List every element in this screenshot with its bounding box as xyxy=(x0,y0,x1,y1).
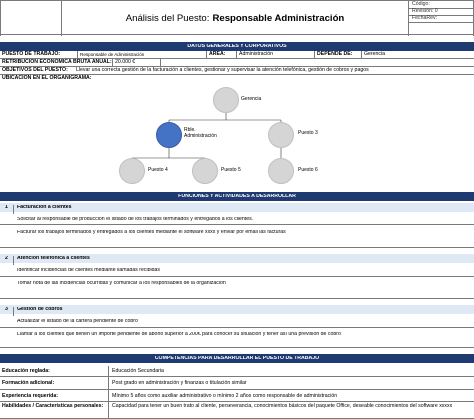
competencia-label: Experiencia requerida: xyxy=(0,390,109,402)
area-value: Administración xyxy=(237,51,315,59)
depende-value: Gerencia xyxy=(364,51,386,58)
node-responsable-label-2: Administración xyxy=(184,133,217,139)
title-position: Responsable Administración xyxy=(212,13,345,24)
function-item-text: Tomar nota de las incidencias ocurridas y comunicar a los responsables de la organización xyxy=(17,281,226,286)
competencia-label: Formación adicional: xyxy=(0,377,109,390)
node-responsable-administracion xyxy=(156,122,182,148)
org-chart xyxy=(0,83,474,188)
function-item-text: Identificar incidencias de clientes mediante llamadas recibidas xyxy=(17,268,161,273)
section-title: COMPETENCIAS PARA DESARROLLAR EL PUESTO DE TRABAJO xyxy=(154,355,320,361)
section-title: FUNCIONES Y ACTIVIDADES A DESARROLLAR xyxy=(178,193,296,199)
node-puesto-5-label: Puesto 5 xyxy=(221,167,241,173)
logo-area xyxy=(0,1,62,36)
function-item xyxy=(0,212,474,225)
ubicacion-row xyxy=(0,75,474,83)
node-puesto-4 xyxy=(119,158,145,184)
node-gerencia xyxy=(213,87,239,113)
codigo-label: Código: xyxy=(412,1,430,7)
competencia-row xyxy=(0,377,474,390)
section-funciones xyxy=(0,192,474,201)
function-item xyxy=(0,263,474,277)
section-title: DATOS GENERALES Y CORPORATIVOS xyxy=(187,43,287,49)
revision-box xyxy=(408,1,474,36)
function-group-header xyxy=(0,254,474,263)
competencia-row xyxy=(0,390,474,402)
function-item-text: Facturar los trabajos terminados y entregados a los clientes mediante el software xxxx y enviar por email las facturas xyxy=(17,230,286,235)
objetivos-label: OBJETIVOS DEL PUESTO: xyxy=(2,67,68,73)
objetivos-row xyxy=(0,67,474,75)
page-title xyxy=(62,1,408,36)
puesto-label: PUESTO DE TRABAJO: xyxy=(0,51,78,59)
node-gerencia-label: Gerencia xyxy=(241,96,262,102)
function-item xyxy=(0,314,474,328)
function-item-text: Llamar a los clientes que tienen un importe pendiente de abono superior a 200€ para conocer su situación y tener así una previsión de cobro xyxy=(17,332,341,337)
node-puesto-6-label: Puesto 6 xyxy=(298,167,318,173)
competencia-row xyxy=(0,402,474,419)
section-datos-generales xyxy=(0,42,474,51)
ubicacion-label: UBICACIÓN EN EL ORGANIGRAMA: xyxy=(2,75,92,81)
function-group-title: Gestión de cobros xyxy=(17,306,63,312)
competencia-value: Educación Secundaria xyxy=(112,368,164,374)
function-group-number: 3 xyxy=(0,307,14,316)
competencia-label: Educación reglada: xyxy=(0,366,109,377)
node-puesto-3-label: Puesto 3 xyxy=(298,130,318,136)
fecha-rev-label: FechaRev: xyxy=(412,15,438,21)
area-label: AREA: xyxy=(207,51,237,59)
node-puesto-3 xyxy=(268,122,294,148)
function-group-header xyxy=(0,203,474,212)
function-item-text: Actualizar el listado de la cartera pendiente de cobro xyxy=(17,319,138,324)
node-puesto-5 xyxy=(192,158,218,184)
function-group-number: 2 xyxy=(0,256,14,265)
retribucion-row xyxy=(0,59,474,67)
function-group-title: Facturación a clientes xyxy=(17,204,72,210)
section-competencias xyxy=(0,354,474,363)
depende-label: DEPENDE DE: xyxy=(315,51,362,59)
function-group-header xyxy=(0,305,474,314)
retribucion-label: RETRIBUCIÓN ECONÓMICA BRUTA ANUAL: xyxy=(2,59,112,65)
node-puesto-6 xyxy=(268,158,294,184)
function-item xyxy=(0,277,474,299)
objetivos-value: Llevar una correcta gestión de la facturación a clientes, gestionar y supervisar la atención telefónica, gestión de cobros y pagos xyxy=(76,67,369,74)
competencia-label: Habilidades / Características personales: xyxy=(0,402,109,419)
puesto-row xyxy=(0,51,474,59)
function-item-text: Solicitar al responsable de producción el listado de los trabajos terminados y entregados a los clientes. xyxy=(17,217,254,222)
function-item xyxy=(0,225,474,248)
function-item xyxy=(0,328,474,348)
revision-label: Revisión: 0 xyxy=(412,8,438,14)
function-group-number: 1 xyxy=(0,205,14,214)
node-responsable-label-1: Rble. xyxy=(184,127,196,133)
competencia-value: Capacidad para tener un buen trato al cliente, perseverancia, conocimientos básicos del paquete Office, deseable conocimientos del software xxxxx xyxy=(112,402,453,409)
competencia-row xyxy=(0,366,474,377)
title-prefix: Análisis del Puesto: xyxy=(125,13,210,24)
document-header xyxy=(0,0,474,35)
function-group-title: Atención telefónica a clientes xyxy=(17,255,90,261)
node-puesto-4-label: Puesto 4 xyxy=(148,167,168,173)
puesto-value: Responsable de Administración xyxy=(78,51,207,59)
retribucion-value: 20.000 € xyxy=(113,59,161,67)
competencia-value: Mínimo 5 años como auxiliar administrativo o mínimo 2 años como responsable de administración xyxy=(112,392,338,399)
competencia-value: Post grado en administración y finanzas o titulación similar xyxy=(112,380,247,386)
